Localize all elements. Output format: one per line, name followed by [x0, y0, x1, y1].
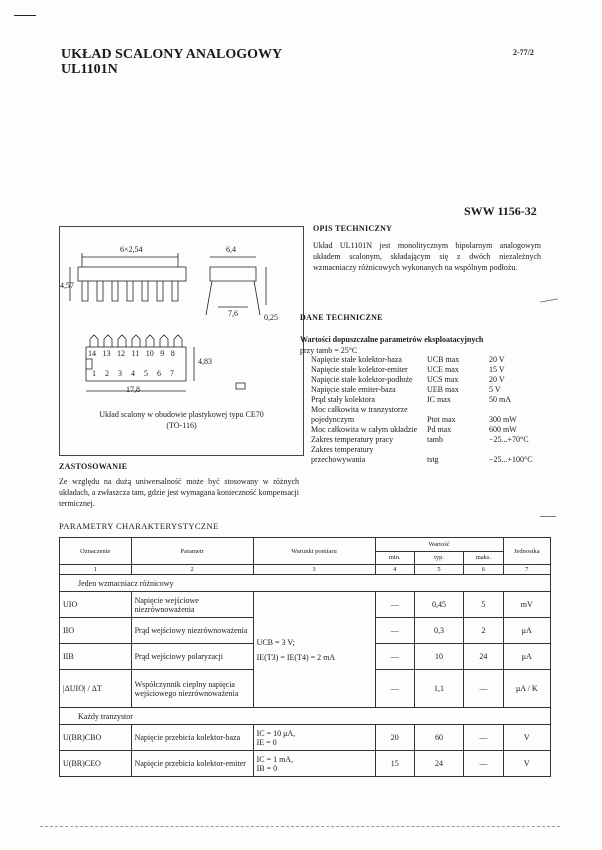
dim-width: 6,4 [226, 245, 236, 254]
top-pin-numbers [88, 349, 188, 358]
param-name: Napięcie przebicia kolektor-baza [131, 725, 253, 751]
figure-caption [60, 409, 303, 431]
params-heading: PARAMETRY CHARAKTERYSTYCZNE [59, 521, 219, 531]
limit-row [311, 365, 551, 375]
limit-value: −25...+70°C [489, 435, 529, 444]
value-typ: 24 [414, 751, 463, 777]
limit-symbol: UCB max [427, 355, 460, 364]
bottom-pin-numbers [92, 369, 192, 378]
doc-code: 2-77/2 [513, 48, 534, 57]
value-min: — [375, 618, 414, 644]
norm-number: SWW 1156-32 [464, 204, 537, 218]
pin-label: 9 [160, 349, 165, 358]
limit-symbol: IC max [427, 395, 451, 404]
pin-label: 10 [145, 349, 154, 358]
limit-name: Napięcie stałe kolektor-podłoże [311, 375, 413, 384]
value-max: — [464, 725, 503, 751]
limit-row [311, 435, 551, 445]
params-table [59, 537, 551, 777]
limit-value: 15 V [489, 365, 505, 374]
condition-line: IC = 1 mA, [256, 754, 294, 764]
pin-label: 11 [131, 349, 140, 358]
limit-value: 600 mW [489, 425, 517, 434]
pin-label: 3 [118, 369, 122, 378]
param-name: Współczynnik cieplny napięcia wejściowego niezrównoważenia [131, 670, 253, 708]
limit-row [311, 385, 551, 395]
pin-label: 6 [157, 369, 161, 378]
limit-value: 50 mA [489, 395, 511, 404]
dim-pitch: 6×2,54 [120, 245, 143, 254]
value-unit: V [503, 725, 550, 751]
limit-name: Zakres temperatury pracy [311, 435, 394, 444]
dim-len: 17,8 [126, 385, 140, 394]
colnum: 7 [503, 565, 550, 575]
dane-heading: DANE TECHNICZNE [300, 313, 383, 322]
value-min: — [375, 644, 414, 670]
param-symbol: U(BR)CEO [60, 751, 132, 777]
condition-line: IE = 0 [256, 737, 277, 747]
dim-pin: 7,6 [228, 309, 238, 318]
col-min: min. [375, 551, 414, 565]
param-name: Prąd wejściowy polaryzacji [131, 644, 253, 670]
limit-name: Napięcie stałe emiter-baza [311, 385, 396, 394]
colnum: 1 [60, 565, 132, 575]
condition-line: IC = 10 μA, [256, 728, 296, 738]
condition-line: IB = 0 [256, 763, 278, 773]
value-unit: V [503, 751, 550, 777]
limit-symbol: Pd max [427, 425, 452, 434]
condition-line: IE(T3) = IE(T4) = 2 mA [256, 652, 336, 662]
limit-symbol: UCE max [427, 365, 459, 374]
group-label: Każdy tranzystor [60, 708, 551, 725]
table-row [60, 725, 551, 751]
caption-line-1: Układ scalony w obudowie plastykowej typu CE70 [99, 410, 264, 419]
limit-row [311, 395, 551, 405]
limit-symbol: UEB max [427, 385, 459, 394]
param-name: Prąd wejściowy niezrównoważenia [131, 618, 253, 644]
param-symbol: |ΔUIO| / ΔT [60, 670, 132, 708]
limit-value: 300 mW [489, 415, 517, 424]
limit-name: Prąd stały kolektora [311, 395, 375, 404]
scan-mark [540, 516, 556, 517]
param-symbol: IIB [60, 644, 132, 670]
colnum: 3 [253, 565, 375, 575]
limit-symbol: Ptot max [427, 415, 456, 424]
value-typ: 0,3 [414, 618, 463, 644]
col-typ: typ. [414, 551, 463, 565]
zastosowanie-heading: ZASTOSOWANIE [59, 462, 128, 471]
pin-label: 14 [88, 349, 96, 358]
limit-row [311, 445, 551, 465]
pin-label: 13 [102, 349, 111, 358]
limit-value: 20 V [489, 355, 505, 364]
pin-label: 2 [105, 369, 109, 378]
colnum: 2 [131, 565, 253, 575]
colnum: 6 [464, 565, 503, 575]
scan-mark [540, 298, 558, 302]
value-typ: 1,1 [414, 670, 463, 708]
doc-title [61, 47, 282, 77]
limit-row [311, 425, 551, 435]
dim-h: 4,57 [60, 281, 74, 290]
pin-label: 5 [144, 369, 148, 378]
pin-label: 12 [117, 349, 125, 358]
param-condition [253, 725, 375, 751]
value-max: 5 [464, 592, 503, 618]
col-warunki: Warunki pomiaru [253, 538, 375, 565]
col-jednostka: Jednostka [503, 538, 550, 565]
limit-name: Napięcie stałe kolektor-emiter [311, 365, 408, 374]
limit-symbol: UCS max [427, 375, 459, 384]
colnum: 4 [375, 565, 414, 575]
limit-value: 5 V [489, 385, 501, 394]
limit-row [311, 375, 551, 385]
limit-symbol: tamb [427, 435, 443, 444]
value-typ: 0,45 [414, 592, 463, 618]
value-unit: mV [503, 592, 550, 618]
table-row [60, 751, 551, 777]
pin-label: 8 [170, 349, 175, 358]
group-row [60, 575, 551, 592]
pin-label: 7 [170, 369, 174, 378]
value-unit: μA [503, 618, 550, 644]
caption-line-2: (TO-116) [166, 421, 197, 430]
dane-subheading: Wartości dopuszczalne parametrów eksploatacyjnych [300, 335, 484, 344]
table-row [60, 592, 551, 618]
condition-line: UCB = 3 V; [256, 637, 295, 647]
limits-table [311, 355, 551, 465]
group-label: Jeden wzmacniacz różnicowy [60, 575, 551, 592]
limit-name: Moc całkowita w całym układzie [311, 425, 418, 434]
pin-label: 4 [131, 369, 135, 378]
param-name: Napięcie przebicia kolektor-emiter [131, 751, 253, 777]
value-min: — [375, 592, 414, 618]
param-symbol: U(BR)CBO [60, 725, 132, 751]
title-line-2: UL1101N [61, 62, 118, 77]
value-max: 24 [464, 644, 503, 670]
param-symbol: IIO [60, 618, 132, 644]
figure-box [59, 226, 304, 456]
col-wartosc: Wartość [375, 538, 503, 552]
dane-condition: przy tamb = 25°C [300, 346, 358, 355]
limit-name: Zakres temperatury przechowywania [311, 445, 374, 464]
param-symbol: UIO [60, 592, 132, 618]
dim-side: 4,83 [198, 357, 212, 366]
value-min: 15 [375, 751, 414, 777]
value-max: 2 [464, 618, 503, 644]
value-typ: 10 [414, 644, 463, 670]
col-oznaczenie: Oznaczenie [60, 538, 132, 565]
value-max: — [464, 751, 503, 777]
value-max: — [464, 670, 503, 708]
zastosowanie-text: Ze względu na dużą uniwersalność może być stosowany w różnych układach, a zwłaszcza tam, gdzie jest wymagana konieczność kompensacji termicznej. [59, 477, 299, 508]
title-line-1: UKŁAD SCALONY ANALOGOWY [61, 47, 283, 62]
bottom-scan-line [40, 826, 560, 827]
param-name: Napięcie wejściowe niezrównoważenia [131, 592, 253, 618]
opis-text: Układ UL1101N jest monolitycznym bipolarnym analogowym układem scalonym, składającym się z dwóch niezależnych wzmacniaczy różnicowych wykonanych na wspólnym podłożu. [313, 241, 541, 272]
limit-name: Napięcie stałe kolektor-baza [311, 355, 402, 364]
limit-symbol: tstg [427, 455, 439, 464]
col-parametr: Parametr [131, 538, 253, 565]
param-condition [253, 751, 375, 777]
limit-value: 20 V [489, 375, 505, 384]
value-typ: 60 [414, 725, 463, 751]
limit-name: Moc całkowita w tranzystorze pojedynczym [311, 405, 408, 424]
colnum: 5 [414, 565, 463, 575]
value-min: — [375, 670, 414, 708]
limit-value: −25...+100°C [489, 455, 533, 464]
table-colnum-row [60, 565, 551, 575]
table-header-row [60, 538, 551, 552]
param-condition [253, 592, 375, 708]
value-min: 20 [375, 725, 414, 751]
limit-row [311, 355, 551, 365]
pin-label: 1 [92, 369, 96, 378]
value-unit: μA / K [503, 670, 550, 708]
limit-row [311, 405, 551, 425]
dim-d: 0,25 [264, 313, 278, 322]
value-unit: μA [503, 644, 550, 670]
opis-heading: OPIS TECHNICZNY [313, 224, 393, 233]
col-maks: maks. [464, 551, 503, 565]
top-rule [14, 15, 36, 16]
group-row [60, 708, 551, 725]
